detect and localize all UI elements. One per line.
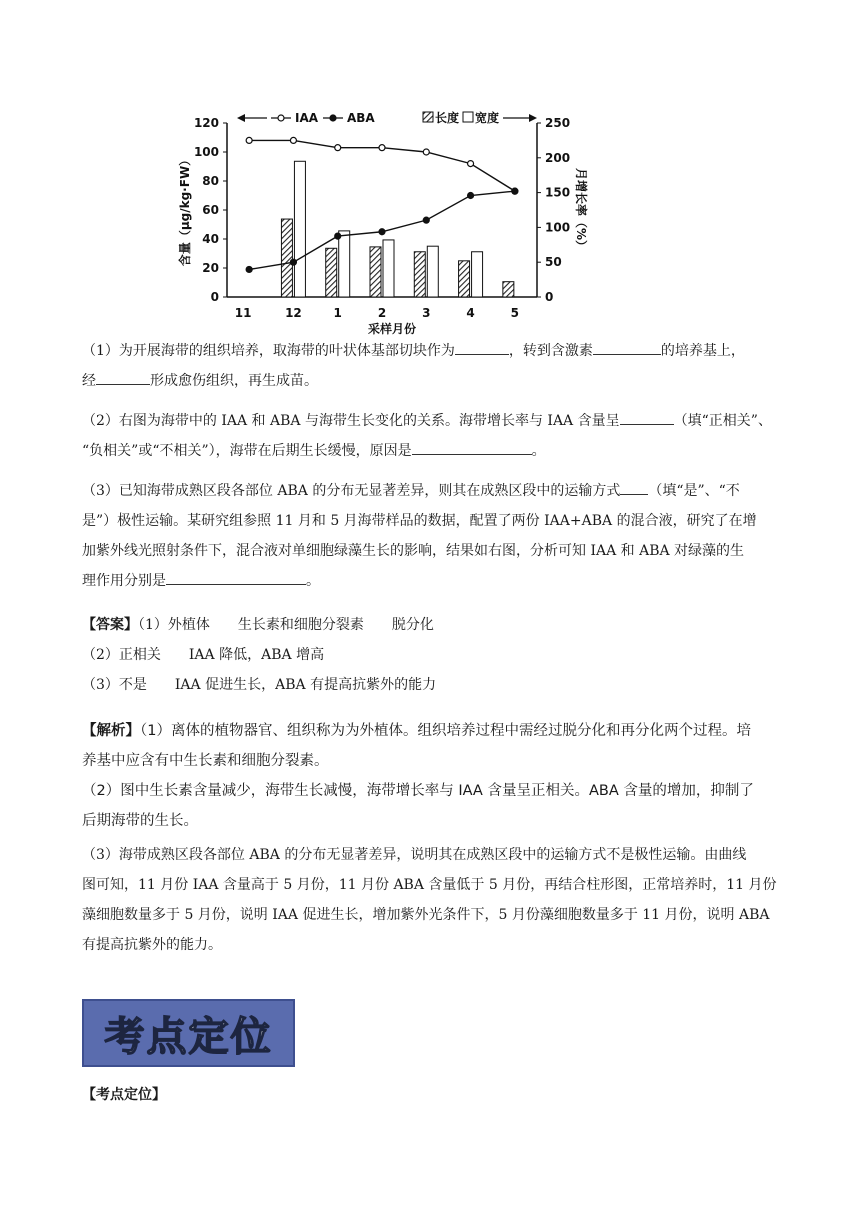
analysis-p3c: 藻细胞数量多于 5 月份，说明 IAA 促进生长，增加紫外光条件下，5 月份藻细胞数量多于 11 月份，说明 ABA bbox=[82, 907, 770, 923]
q1-text-a: （1）为开展海带的组织培养，取海带的叶状体基部切块作为 bbox=[82, 343, 455, 359]
q2-blank-2 bbox=[412, 440, 532, 455]
analysis-section bbox=[82, 716, 782, 836]
analysis-p2a: （2）图中生长素含量减少，海带生长减慢，海带增长率与 IAA 含量呈正相关。ABA 含量的增加，抑制了 bbox=[82, 783, 754, 799]
y2-axis-label: 月增长率（%） bbox=[574, 167, 588, 253]
y-tick-label: 0 bbox=[210, 290, 219, 304]
q2-text-a: （2）右图为海带中的 IAA 和 ABA 与海带生长变化的关系。海带增长率与 IAA 含量呈 bbox=[82, 413, 620, 429]
answer-line-3: （3）不是 IAA 促进生长，ABA 有提高抗紫外的能力 bbox=[82, 677, 437, 693]
footer-label bbox=[82, 1080, 782, 1110]
answer-line-2: （2）正相关 IAA 降低，ABA 增高 bbox=[82, 647, 325, 663]
aba-point bbox=[512, 188, 518, 194]
banner-text: 考点定位 bbox=[104, 1013, 273, 1060]
y-tick-label: 20 bbox=[202, 261, 219, 275]
width-bar bbox=[294, 161, 305, 297]
y2-tick-label: 50 bbox=[545, 255, 562, 270]
q3-text-c: 是”）极性运输。某研究组参照 11 月和 5 月海带样品的数据，配置了两份 IAA+ABA 的混合液，研究了在增 bbox=[82, 513, 757, 529]
legend-aba-label: ABA bbox=[347, 111, 375, 125]
iaa-point bbox=[290, 137, 296, 143]
answer-section bbox=[82, 610, 782, 700]
question-3 bbox=[82, 476, 782, 596]
y-tick-label: 120 bbox=[193, 116, 219, 130]
q1-blank-1 bbox=[455, 340, 509, 355]
q3-text-f: 。 bbox=[306, 573, 320, 589]
analysis-label: 【解析】 bbox=[82, 723, 140, 739]
q3-blank-2 bbox=[166, 570, 306, 585]
aba-point bbox=[423, 217, 429, 223]
length-bar bbox=[326, 248, 337, 297]
q1-text-c: 的培养基上， bbox=[660, 343, 745, 359]
q2-text-d: 。 bbox=[531, 443, 546, 459]
aba-point bbox=[246, 266, 252, 272]
kaodian-banner bbox=[82, 999, 295, 1067]
y-tick-label: 100 bbox=[193, 145, 219, 159]
y2-tick-label: 250 bbox=[545, 116, 571, 130]
iaa-point bbox=[379, 145, 385, 151]
y2-tick-label: 0 bbox=[545, 290, 554, 304]
legend-length-label: 长度 bbox=[435, 111, 460, 125]
legend-width-swatch bbox=[463, 112, 473, 122]
legend-arrow-head bbox=[237, 114, 245, 122]
q1-text-d: 经 bbox=[82, 373, 96, 389]
x-tick-label: 12 bbox=[285, 306, 302, 320]
iaa-point bbox=[423, 149, 429, 155]
aba-point bbox=[290, 259, 296, 265]
legend-iaa-label: IAA bbox=[295, 111, 319, 125]
iaa-point bbox=[468, 161, 474, 167]
q2-text-c: “负相关”或“不相关”），海带在后期生长缓慢，原因是 bbox=[82, 443, 412, 459]
length-bar bbox=[370, 247, 381, 297]
x-tick-label: 5 bbox=[510, 306, 520, 320]
q3-text-a: （3）已知海带成熟区段各部位 ABA 的分布无显著差异，则其在成熟区段中的运输方式 bbox=[82, 483, 621, 499]
legend-iaa-marker bbox=[278, 115, 284, 121]
q3-blank-1 bbox=[620, 480, 648, 495]
analysis-p3b: 图可知，11 月份 IAA 含量高于 5 月份，11 月份 ABA 含量低于 5 月份，再结合柱形图，正常培养时，11 月份 bbox=[82, 877, 777, 893]
x-tick-label: 1 bbox=[333, 306, 342, 320]
length-bar bbox=[281, 219, 292, 297]
y2-tick-label: 100 bbox=[545, 220, 571, 235]
length-bar bbox=[414, 252, 425, 297]
legend-arrow-right-head bbox=[529, 114, 537, 122]
q2-blank-1 bbox=[620, 410, 674, 425]
analysis-p3d: 有提高抗紫外的能力。 bbox=[82, 937, 222, 953]
analysis-p2b: 后期海带的生长。 bbox=[82, 813, 198, 829]
q1-blank-2 bbox=[593, 340, 661, 355]
iaa-point bbox=[335, 145, 341, 151]
length-bar bbox=[503, 282, 514, 297]
q1-text-b: ，转到含激素 bbox=[508, 343, 593, 359]
legend-width-label: 宽度 bbox=[475, 111, 500, 125]
iaa-point bbox=[246, 137, 252, 143]
iaa-aba-growth-chart bbox=[165, 100, 588, 336]
analysis-p1a: （1）离体的植物器官、组织称为为外植体。组织培养过程中需经过脱分化和再分化两个过程。培 bbox=[140, 723, 751, 739]
y-tick-label: 60 bbox=[202, 203, 219, 217]
q2-text-b: （填“正相关”、 bbox=[673, 413, 772, 429]
analysis-part-3 bbox=[82, 840, 782, 960]
aba-point bbox=[335, 233, 341, 239]
y-axis-label: 含量（μg/kg·FW） bbox=[178, 153, 192, 267]
legend-length-swatch bbox=[423, 112, 433, 122]
aba-point bbox=[379, 229, 385, 235]
legend-aba-marker bbox=[330, 115, 336, 121]
width-bar bbox=[339, 231, 350, 297]
aba-point bbox=[468, 193, 474, 199]
x-tick-label: 4 bbox=[466, 306, 475, 320]
x-tick-label: 3 bbox=[422, 306, 431, 320]
y2-tick-label: 200 bbox=[545, 150, 571, 165]
width-bar bbox=[383, 240, 394, 297]
q3-text-b: （填“是”、“不 bbox=[648, 483, 740, 499]
q3-text-e: 理作用分别是 bbox=[82, 573, 166, 589]
x-tick-label: 11 bbox=[234, 306, 252, 320]
answer-line-1: （1）外植体 生长素和细胞分裂素 脱分化 bbox=[138, 617, 434, 633]
x-axis-label: 采样月份 bbox=[367, 322, 417, 336]
width-bar bbox=[472, 252, 483, 297]
analysis-p1b: 养基中应含有中生长素和细胞分裂素。 bbox=[82, 753, 329, 769]
q1-blank-3 bbox=[96, 370, 150, 385]
q1-text-e: 形成愈伤组织，再生成苗。 bbox=[150, 373, 318, 389]
question-2 bbox=[82, 406, 782, 466]
y-tick-label: 40 bbox=[202, 232, 219, 246]
question-1 bbox=[82, 336, 782, 396]
x-tick-label: 2 bbox=[377, 306, 387, 320]
analysis-p3a: （3）海带成熟区段各部位 ABA 的分布无显著差异，说明其在成熟区段中的运输方式不是极性运输。由曲线 bbox=[82, 847, 747, 863]
length-bar bbox=[459, 261, 470, 297]
y-tick-label: 80 bbox=[202, 174, 219, 188]
y2-tick-label: 150 bbox=[545, 185, 571, 200]
width-bar bbox=[427, 246, 438, 297]
answer-label: 【答案】 bbox=[82, 617, 138, 633]
q3-text-d: 加紫外线光照射条件下，混合液对单细胞绿藻生长的影响，结果如右图，分析可知 IAA 和 ABA 对绿藻的生 bbox=[82, 543, 745, 559]
footer-label-text: 【考点定位】 bbox=[82, 1087, 166, 1103]
